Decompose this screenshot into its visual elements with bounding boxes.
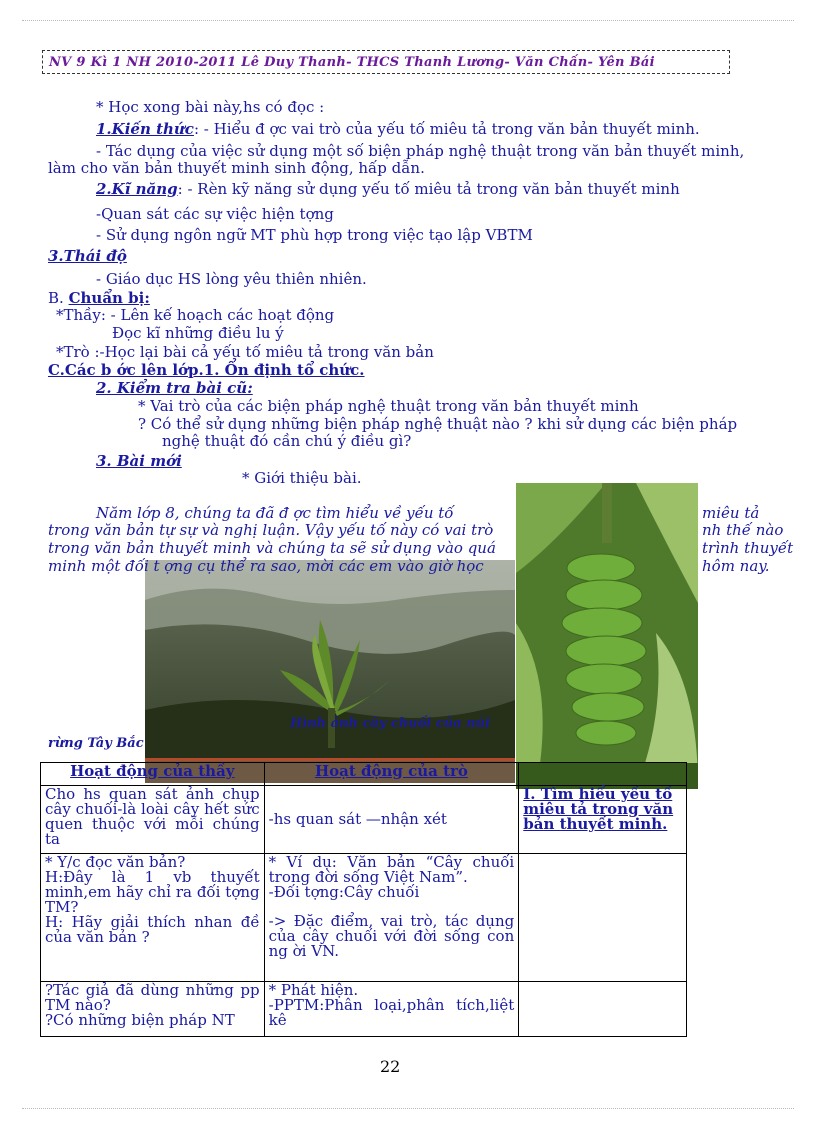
- new-lesson-label: 3. Bài mới: [96, 452, 182, 470]
- page-number: 22: [380, 1057, 401, 1076]
- knowledge-line-3: làm cho văn bản thuyết minh sinh động, hấp dẫn.: [48, 159, 425, 177]
- row3-student-2: -PPTM:Phân loại,phân tích,liệt kê: [268, 996, 515, 1029]
- skills-line-3: - Sử dụng ngôn ngữ MT phù hợp trong việc tạo lập VBTM: [96, 226, 533, 244]
- knowledge-line-1: [96, 120, 700, 138]
- page-bottom-border: [22, 1108, 794, 1109]
- prep-teacher-2: Đọc kĩ những điều lu ý: [112, 324, 284, 342]
- intro-line: * Học xong bài này,hs có đọc :: [96, 98, 325, 116]
- row2-student-1: * Ví dụ: Văn bản “Cây chuối trong đời sống Việt Nam”.: [268, 853, 515, 886]
- attitude-label: 3.Thái độ: [48, 247, 127, 265]
- skills-text-1: : - Rèn kỹ năng sử dụng yếu tố miêu tả trong văn bản thuyết minh: [177, 180, 680, 198]
- attitude-line-1: - Giáo dục HS lòng yêu thiên nhiên.: [96, 270, 367, 288]
- prep-heading: [48, 289, 150, 307]
- skills-line-1: [96, 180, 680, 198]
- header-note: [519, 763, 687, 786]
- check-question-2b: nghệ thuật đó cần chú ý điều gì?: [162, 432, 412, 450]
- paragraph-line-3b: trình thuyết: [702, 539, 794, 557]
- mountain-banana-illustration: [145, 560, 515, 783]
- banana-bunch-illustration: [516, 483, 698, 789]
- prep-teacher-1: *Thầy: - Lên kế hoạch các hoạt động: [56, 306, 335, 324]
- skills-line-2: -Quan sát các sự việc hiện tợng: [96, 205, 334, 223]
- header-student: Hoạt động của trò: [264, 763, 519, 786]
- paragraph-line-3a: trong văn bản thuyết minh và chúng ta sẽ sử dụng vào quá: [48, 539, 496, 557]
- skills-label: 2.Kĩ năng: [96, 180, 178, 198]
- row2-teacher-2: H:Đây là 1 vb thuyết minh,em hãy chỉ ra đối tợng TM?: [45, 868, 260, 916]
- steps-heading: C.Các b ớc lên lớp.1. Ổn định tổ chức.: [48, 361, 365, 379]
- paragraph-line-4b: hôm nay.: [702, 557, 770, 575]
- lesson-intro: * Giới thiệu bài.: [242, 469, 362, 487]
- row2-student-2: -Đối tợng:Cây chuối: [268, 883, 420, 901]
- row3-student-1: * Phát hiện.: [268, 981, 359, 999]
- check-question-1: * Vai trò của các biện pháp nghệ thuật trong văn bản thuyết minh: [138, 397, 639, 415]
- row3-teacher: [41, 982, 265, 1037]
- paragraph-line-1b: miêu tả: [702, 504, 760, 522]
- document-header: NV 9 Kì 1 NH 2010-2011 Lê Duy Thanh- THCS Thanh Lương- Văn Chấn- Yên Bái: [42, 50, 730, 74]
- row3-teacher-2: ?Có những biện pháp NT: [45, 1011, 235, 1029]
- row2-student: [264, 854, 519, 982]
- table-row: [41, 854, 687, 982]
- page-top-border: [22, 20, 794, 21]
- table-row: [41, 982, 687, 1037]
- row3-teacher-1: ?Tác giả đã dùng những pp TM nào?: [45, 981, 260, 1014]
- row2-teacher-3: H: Hãy giải thích nhan đề của văn bản ?: [45, 913, 260, 946]
- activity-table: [40, 762, 687, 1037]
- row1-teacher: Cho hs quan sát ảnh chụp cây chuối-là loài cây hết sức quen thuộc với mỗi chúng ta: [41, 786, 265, 854]
- banana-bunch-image: [516, 483, 698, 789]
- knowledge-line-2: - Tác dụng của việc sử dụng một số biện pháp nghệ thuật trong văn bản thuyết minh,: [96, 142, 745, 160]
- paragraph-line-2a: trong văn bản tự sự và nghị luận. Vậy yếu tố này có vai trò: [48, 521, 494, 539]
- row3-student: [264, 982, 519, 1037]
- row2-teacher-1: * Y/c đọc văn bản?: [45, 853, 186, 871]
- row1-note: I. Tìm hiểu yếu tố miêu tả trong văn bản thuyết minh.: [519, 786, 687, 854]
- image-caption-1: Hình ảnh cây chuối của núi: [290, 716, 491, 731]
- row2-student-3: -> Đặc điểm, vai trò, tác dụng của cây chuối với đời sống con ng ời VN.: [268, 912, 515, 960]
- row3-note: [519, 982, 687, 1037]
- check-label: 2. Kiểm tra bài cũ:: [96, 379, 253, 397]
- prep-label: Chuẩn bị:: [68, 289, 150, 307]
- image-caption-2: rừng Tây Bắc: [48, 736, 144, 751]
- knowledge-text-1: : - Hiểu đ ợc vai trò của yếu tố miêu tả trong văn bản thuyết minh.: [193, 120, 700, 138]
- check-question-2a: ? Có thể sử dụng những biện pháp nghệ thuật nào ? khi sử dụng các biện pháp: [138, 415, 738, 433]
- mountain-banana-image: [145, 560, 515, 783]
- row2-note: [519, 854, 687, 982]
- knowledge-label: 1.Kiến thức: [96, 120, 194, 138]
- table-row: [41, 786, 687, 854]
- prep-student: *Trò :-Học lại bài cả yếu tố miêu tả trong văn bản: [56, 343, 434, 361]
- row1-student: -hs quan sát —nhận xét: [264, 786, 519, 854]
- paragraph-line-1a: Năm lớp 8, chúng ta đã đ ợc tìm hiểu về yếu tố: [96, 504, 454, 522]
- header-teacher: Hoạt động của thầy: [41, 763, 265, 786]
- row2-teacher: [41, 854, 265, 982]
- paragraph-line-4a: minh một đối t ợng cụ thể ra sao, mời các em vào giờ học: [48, 557, 484, 575]
- paragraph-line-2b: nh thế nào: [702, 521, 784, 539]
- table-header-row: [41, 763, 687, 786]
- prep-prefix: B.: [48, 289, 64, 307]
